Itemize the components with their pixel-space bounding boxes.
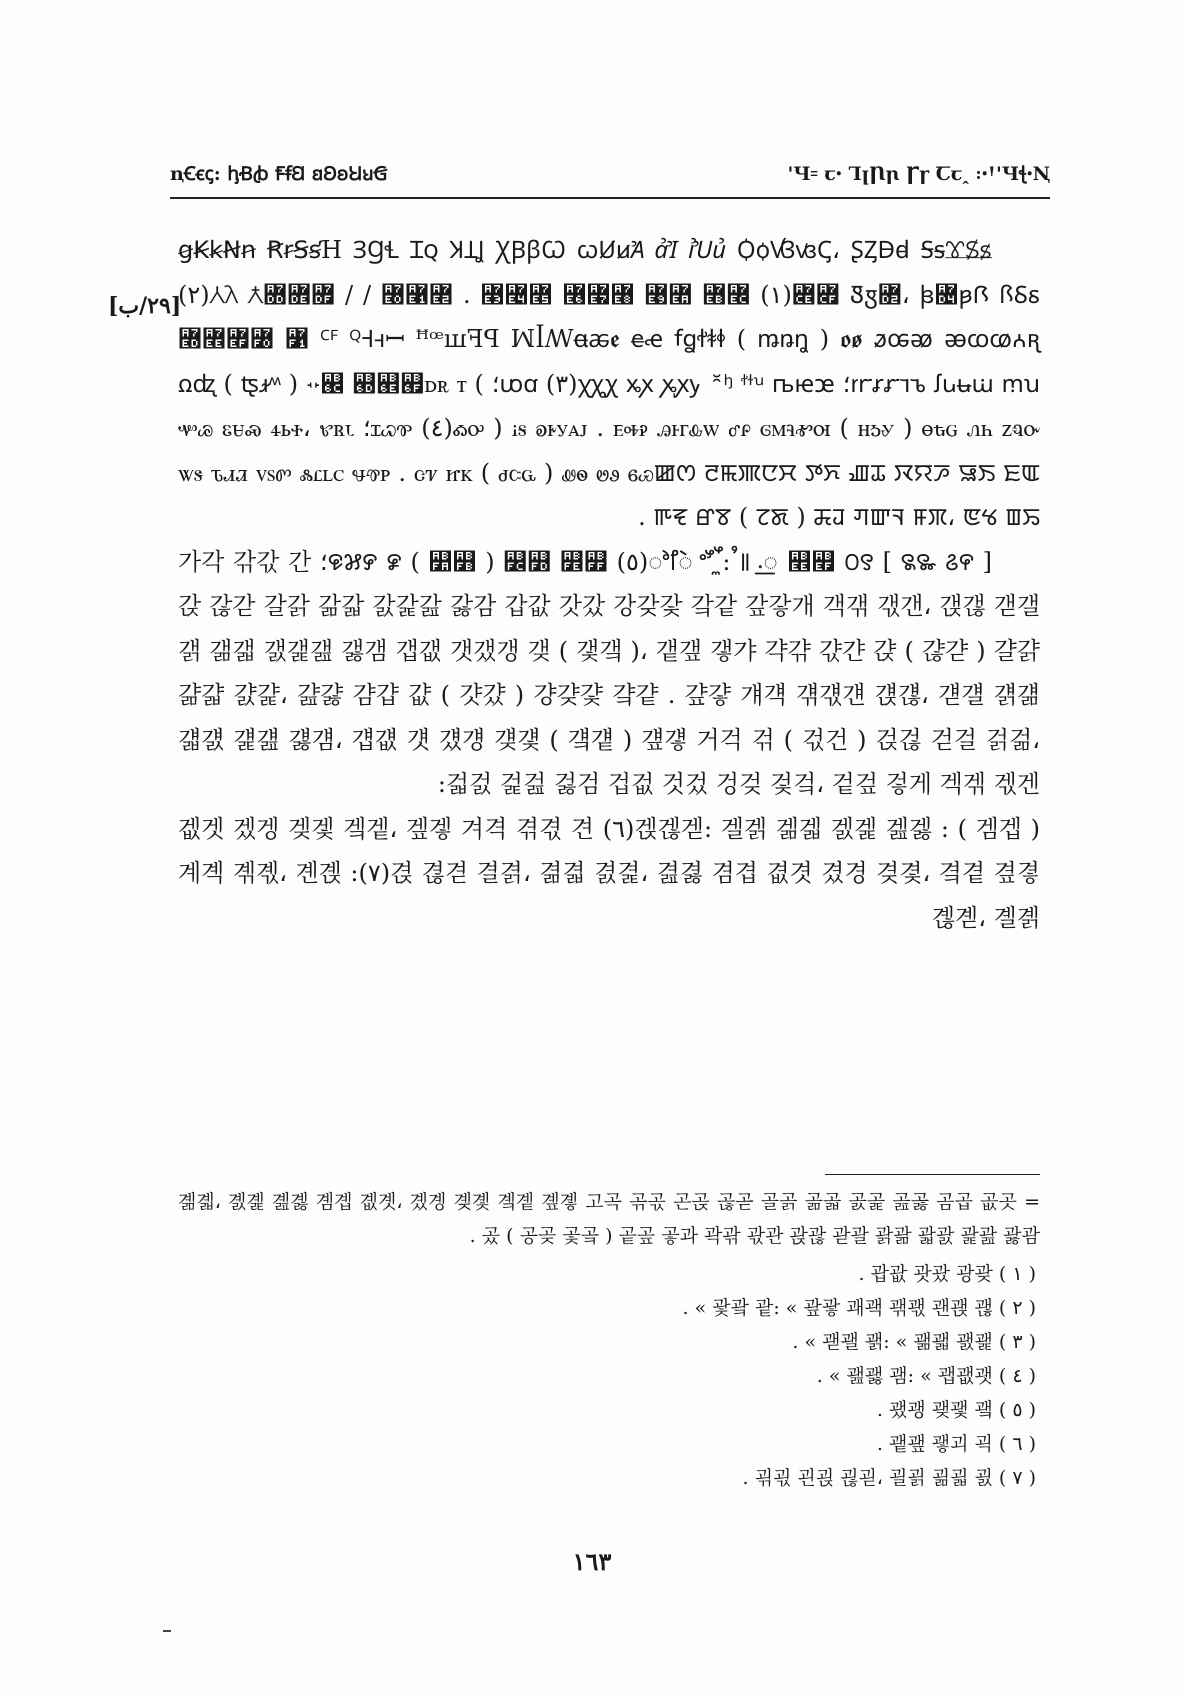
- header-rule: [170, 197, 1050, 199]
- main-text: [178, 228, 1040, 940]
- footnote-item: ( ٢ ) 괓괔 괕: « 괖괗 괘괙 괚괛 괜괝 괞 » .: [682, 1297, 1036, 1319]
- header-book-title: ꞌꞍ꞊ ꞇꞏ ꞀꞁꞂꞃ Ꞅꞅ Ꞇꞇꞈ ꞉ꞏꞋꞌꞍꞎꞏꞐ: [787, 163, 1050, 185]
- page-number: ١٦٣: [572, 1547, 612, 1576]
- footnote-continuation: = 곎곏، 곐곑 곒곓 곔곕 곖곗، 곘곙 곚곛 곜곝 곞곟 고곡 곢곣 곤곥 곦곧 골곩 곪곫 곬곭 곮곯 곰곱 곲곳 곴 ( 공곶 곷곸 ) 곹곺 곻과 곽곾 곿관 괁괂 괃괄 괅괆 괇괈 괉괊 괋괌 .: [178, 1191, 1040, 1247]
- footnote-item: ( ٣ ) 괟괠 괡: « 괢괣 괤괥 » .: [792, 1331, 1036, 1353]
- footnote-item: ( ٦ ) 괱괲 괳괴 괵 .: [876, 1433, 1036, 1455]
- paragraph-3: 겑겒겓: 겔겕 겖겗 겘겙 겚겛 : ( 겜겝 )(٦) 겞겟 겠겡 겢겣 겤겥، 겦겧 겨격 겪겫 견겭 겮겯 결겱، 겲겳 겴겵، 겶겷 겸겹 겺겻 겼경 겾겿، 곀곁 곂곃(٧): 계곅 곆곇، 곈곉 곊곋، 곌곍: [178, 814, 1041, 932]
- footnote-item: ( ١ ) 괍괎 괏괐 광괒 .: [858, 1263, 1036, 1285]
- footnote-separator: [825, 1174, 1040, 1175]
- running-header: [170, 150, 1050, 186]
- footnote-list: [178, 1257, 1040, 1495]
- scan-mark: [163, 1630, 171, 1632]
- footnote-item: ( ٧ ) 괶괷 괸괹 괺괻، 괼괽 괾괿 굀 .: [742, 1467, 1036, 1489]
- footnote-item: ( ٤ ) 괦괧 괨: « 괩괪괫 » .: [816, 1365, 1036, 1387]
- header-editor-credit: ꞑꞒꞓꞔ: ꞕꞖꞗ ꞘꞙꞚ ꞛꞜꞝꞞꞟꞠ: [170, 163, 388, 185]
- footnotes: [178, 1185, 1040, 1495]
- margin-folio-reference: [٢٩/ب]: [108, 293, 182, 319]
- footnote-item: ( ٥ ) 괬괭 괮괯 괰 .: [876, 1399, 1036, 1421]
- paragraph-1: ꞡꞢꞣꞤꞥ ꞦꞧꞨꞩꞪ ꞫꞬꞭ Ɪꞯ ꞰꞱꞲ ꞳꞴꞵꞶ ꞷꞸꞹꞺ ꞻꞼ ꞽꞾꞿ ꟀꟁꟂꟃꟄ، ꟅꟆꟇꟈ ꟉꟊꟋꟌꟍ ꟎꟏ Ꟑꟑ꟒، ꟓ꟔ꟕꟖ ꟗꟘꟙ(١) Ꟛꟛ Ƛ꟝꟞꟟ / / ꟠꟡꟢ . ꟣꟤꟥ ꟦꟧꟨ ꟩꟪ ꟫꟬(٢) ꟭꟮꟯꟰ ꟱ ꟲꟳ ꟴꟵꟶꟷ ꟸꟹꟺꟻꟼ ꟽꟾꟿꬰꬱꬲ ꬳꬴ ꬵꬶꬷꬸꬹ ( ꬺꬻꬼ ) ꬽꬾ ꬿꭀꭁ ꭂꭃꭄꭅꭆ ꭇꭈꭉꭊꭋꭌ ꭍꭎꭏꭐ ꭑꭒ؛ ꭓꭔꭕ ꭖꭗ ꭘꭙꭚ ꭛ꭜ ꭝꭞꭟ ꭠꭡꭢ(٣) ꭣꭤ؛ ꭥꭦ ( ꭧꭨꭩ ) ꭪꭫꭬ ꭭꭮꭯ꭰꭱ ꭲ ( ꭳꭴ ) ꭵꭶ ꭷꭸꭹꭺꭻ . ꭼꭽꭾ ꭿꮀꮁꮂꮃ ꮄꮅ ꮆꮇꮈꮉꮊ ( ꮋꮌꮍ ) ꮎꮏꮐ ꮑꮒ ꮓꮔꮕ(٤) ꮖꮗꮘ؛ ꮙꮚ ꮛꮜꮝ ꮞꮟꮠ، ꮡꮢꮣ ꮤꮥ ꮦꮧꮨ ꮩꮪꮫ ꮬꮭꮮꮯ ꮰꮱꮲ . ꮳꮴ ꮵꮶ ( ꮷꮸꮹ ) ꮺꮻ ꮼꮽ ꮾꮿꯀꯁ ꯂꯃꯄꯅꯆ ꯇꯈ ꯉꯊ ꯋꯌꯍ ꯎꯏ ꯐꯑ ꯒꯓ ꯔꯕ ( ꯖꯗ ) ꯘꯙ ꯚꯛꯜ ꯝꯞ، ꯟꯠ ꯡꯢ .: [178, 236, 1040, 531]
- paragraph-2: ꯣꯤꯥ ꯦꯧ ꯨꯩ: ꯪ꯫ ꯬꯭ ꯮꯯ ꯰꯱ [ ꯲꯳ ꯴꯵ ](٥) ꯶꯷꯸ ꯹ ( ꯺꯻ ) ꯼꯽ ꯾꯿؛ 가각 갂갃 간갅 갆갇 갈갉 갊갋 갌갍갎 갏감 갑값 갓갔 강갖갗 갘같 갚갛개 객갞 갟갠، 갡갢 갣갤갥 갦갧 갨갩갪 갫갬 갭갮 갯갰갱 갲 ( 갳갴 )، 갵갶 갷갸 갹갺 갻갼 갽 ( 갾갿 ) 걀걁 걂걃 걄걅، 걆걇 걈걉 걊 ( 걋걌 ) 걍걎걏 걐걑 . 걒걓 걔걕 걖걗걘 걙걚، 걛걜 걝걞 걟걠 걡걢 걣걤، 걥걦 걧 걨걩 걪걫 ( 걬걭 ) 걮걯 거걱 걲 ( 걳건 ) 걵걶 걷걸 걹걺، 걻걼 걽걾 걿검 겁겂 것겄 겅겆 겇겈، 겉겊 겋게 겍겎 겏겐:: [178, 547, 1040, 798]
